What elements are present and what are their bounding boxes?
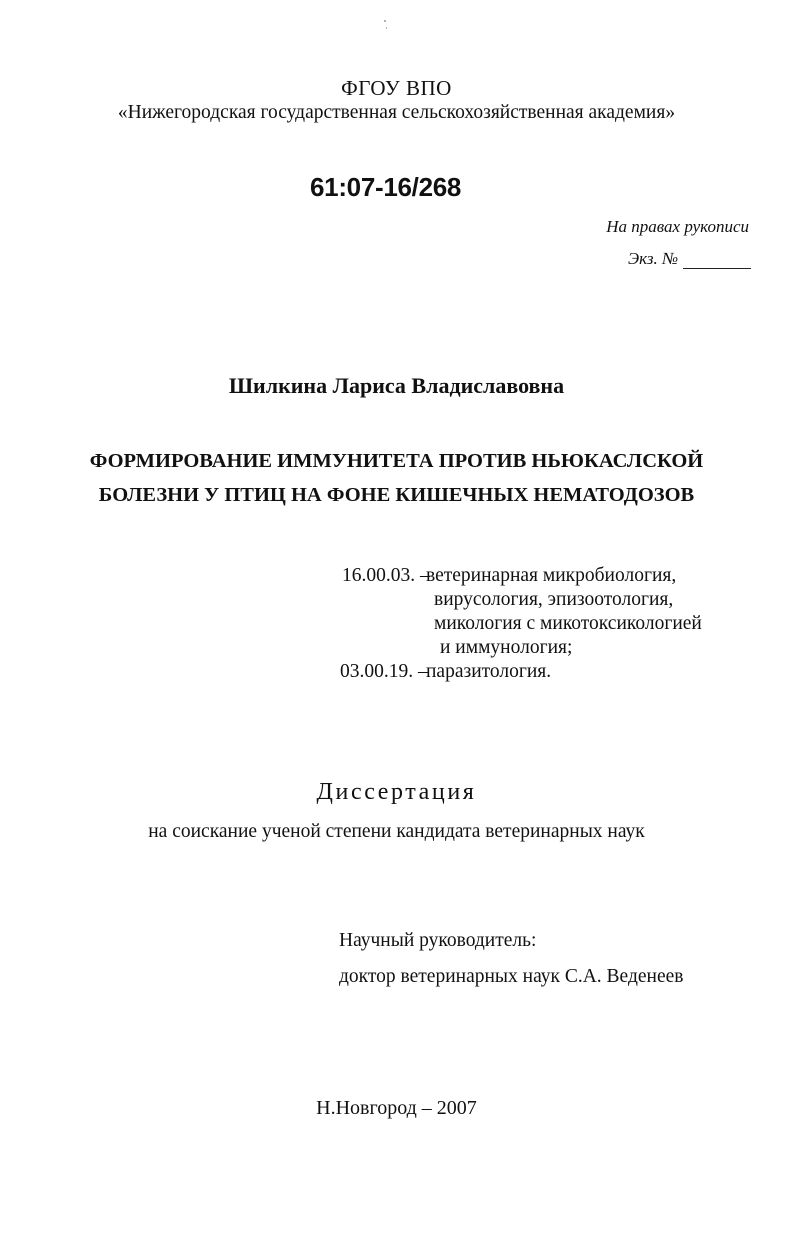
specialty-description-line: ветеринарная микробиология, [426, 565, 677, 586]
institution-name: «Нижегородская государственная сельскохозяйственная академия» [117, 102, 676, 123]
copy-number-blank-line [683, 268, 751, 269]
document-type: Диссертация [316, 779, 477, 805]
specialty-description-line: вирусология, эпизоотология, [434, 589, 674, 610]
specialty-description-line: паразитология. [426, 661, 552, 682]
library-code: 61:07-16/268 [310, 172, 462, 202]
supervisor-label: Научный руководитель: [339, 930, 537, 951]
author-name: Шилкина Лариса Владиславовна [228, 373, 565, 398]
scan-speck [386, 27, 387, 29]
dissertation-title-line-1: ФОРМИРОВАНИЕ ИММУНИТЕТА ПРОТИВ НЬЮКАСЛСКОЙ [89, 450, 704, 472]
copy-number-label: Экз. № [628, 249, 679, 268]
scan-speck [384, 20, 386, 22]
dissertation-title-line-2: БОЛЕЗНИ У ПТИЦ НА ФОНЕ КИШЕЧНЫХ НЕМАТОДОЗОВ [98, 484, 695, 506]
specialty-description-line: и иммунология; [440, 637, 573, 658]
manuscript-rights-label: На правах рукописи [606, 217, 749, 236]
institution-abbreviation: ФГОУ ВПО [341, 76, 452, 100]
specialty-description-line: микология с микотоксикологией [434, 613, 702, 634]
specialty-code: 16.00.03. – [342, 565, 430, 586]
supervisor-name: доктор ветеринарных наук С.А. Веденеев [339, 966, 684, 987]
place-and-year: Н.Новгород – 2007 [316, 1097, 477, 1119]
degree-statement: на соискание ученой степени кандидата ветеринарных наук [148, 821, 645, 842]
specialty-code: 03.00.19. – [340, 661, 428, 682]
